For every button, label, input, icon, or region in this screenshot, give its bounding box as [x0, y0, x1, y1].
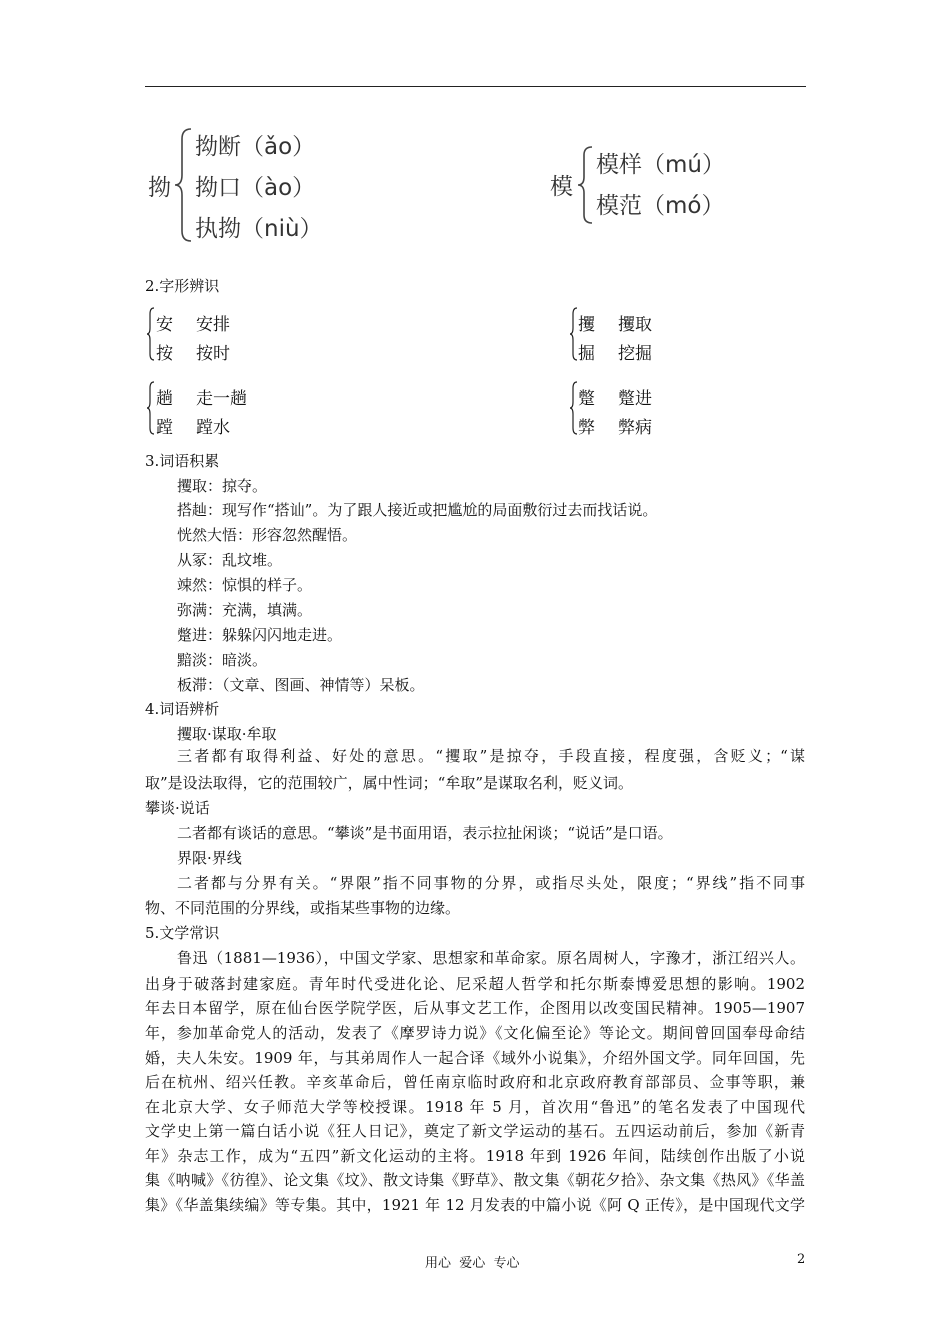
glyph-pair	[569, 380, 729, 438]
glyph-char: 按	[156, 344, 173, 364]
paragraph-line: 鲁迅（1881—1936），中国文学家、思想家和革命家。原名周树人，字豫才，浙江绍兴人。	[177, 949, 805, 967]
paragraph-line: 二者都与分界有关。“界限”指不同事物的分界，或指尽头处，限度；“界线”指不同事	[177, 874, 805, 892]
section-title: 5.文学常识	[145, 924, 220, 942]
word-group-head: 攀谈·说话	[145, 799, 210, 817]
paragraph-line: 婚，夫人朱安。1909 年，与其弟周作人一起合译《域外小说集》，介绍外国文学。同年回国，先	[145, 1049, 805, 1067]
vocab-entry: 竦然：惊惧的样子。	[177, 576, 313, 594]
pronunciation-group-ao	[148, 122, 348, 252]
word-group-head: 界限·界线	[177, 849, 242, 867]
pinyin-item: 拗口（ào）	[195, 175, 316, 201]
paragraph-line: 年去日本留学，原在仙台医学院学医，后从事文艺工作，企图用以改变国民精神。1905—1907	[145, 999, 805, 1017]
paragraph-line: 集》《华盖集续编》等专集。其中，1921 年 12 月发表的中篇小说《阿 Q 正传》，是中国现代文学	[145, 1196, 805, 1214]
paragraph-line: 后在杭州、绍兴任教。辛亥革命后，曾任南京临时政府和北京政府教育部部员、佥事等职，兼	[145, 1073, 805, 1091]
vocab-entry: 弥满：充满，填满。	[177, 601, 313, 619]
page-number: 2	[797, 1252, 806, 1267]
pinyin-item: 执拗（niù）	[195, 216, 323, 242]
glyph-word: 攫取	[618, 315, 652, 335]
glyph-pair	[146, 380, 306, 438]
paragraph-line: 年》杂志工作，成为“五四”新文化运动的主将。1918 年到 1926 年间，陆续创作出版了小说	[145, 1147, 805, 1165]
paragraph-line: 年，参加革命党人的活动，发表了《摩罗诗力说》《文化偏至论》等论文。期间曾回国奉母命结	[145, 1024, 805, 1042]
pinyin-item: 模范（mó）	[596, 193, 725, 219]
glyph-word: 弊病	[618, 418, 652, 438]
brace-icon	[577, 145, 595, 225]
paragraph-line: 集《呐喊》《彷徨》、论文集《坟》、散文诗集《野草》、散文集《朝花夕拾》、杂文集《热风》《华盖	[145, 1171, 805, 1189]
glyph-pair	[569, 306, 729, 364]
paragraph-line: 二者都有谈话的意思。“攀谈”是书面用语，表示拉扯闲谈；“说话”是口语。	[177, 824, 673, 842]
vocab-entry: 从冢：乱坟堆。	[177, 551, 283, 569]
vocab-entry: 恍然大悟：形容忽然醒悟。	[177, 526, 358, 544]
vocab-entry: 攫取：掠夺。	[177, 477, 268, 495]
glyph-word: 安排	[196, 315, 230, 335]
glyph-word: 按时	[196, 344, 230, 364]
glyph-char: 趟	[156, 389, 173, 409]
paragraph-line: 物、不同范围的分界线，或指某些事物的边缘。	[145, 899, 461, 917]
glyph-pair	[146, 306, 306, 364]
vocab-entry: 蹩进：躲躲闪闪地走进。	[177, 626, 343, 644]
section-title: 3.词语积累	[145, 452, 220, 470]
glyph-char: 蹩	[578, 389, 595, 409]
glyph-char: 蹚	[156, 418, 173, 438]
section-title: 4.词语辨析	[145, 700, 220, 718]
brace-icon	[146, 380, 156, 436]
glyph-char: 攫	[578, 315, 595, 335]
polyphone-head: 模	[550, 174, 573, 200]
glyph-word: 蹩进	[618, 389, 652, 409]
paragraph-line: 取”是设法取得，它的范围较广，属中性词；“牟取”是谋取名利，贬义词。	[145, 774, 634, 792]
footer-motto: 用心 爱心 专心	[425, 1256, 520, 1271]
vocab-entry: 黯淡：暗淡。	[177, 651, 268, 669]
pronunciation-group-mo	[550, 140, 730, 230]
header-rule	[145, 86, 806, 87]
brace-icon	[174, 127, 194, 243]
glyph-word: 走一趟	[196, 389, 247, 409]
glyph-word: 蹚水	[196, 418, 230, 438]
paragraph-line: 三者都有取得利益、好处的意思。“攫取”是掠夺，手段直接，程度强，含贬义；“谋	[177, 747, 805, 765]
polyphone-head: 拗	[148, 175, 171, 201]
glyph-char: 安	[156, 315, 173, 335]
word-group-head: 攫取·谋取·牟取	[177, 725, 277, 743]
paragraph-line: 出身于破落封建家庭。青年时代受进化论、尼采超人哲学和托尔斯泰博爱思想的影响。1902	[145, 975, 805, 993]
paragraph-line: 在北京大学、女子师范大学等校授课。1918 年 5 月，首次用“鲁迅”的笔名发表了中国现代	[145, 1098, 805, 1116]
glyph-char: 弊	[578, 418, 595, 438]
vocab-entry: 板滞：（文章、图画、神情等）呆板。	[177, 676, 425, 694]
pinyin-item: 模样（mú）	[596, 152, 725, 178]
glyph-char: 掘	[578, 344, 595, 364]
brace-icon	[146, 306, 156, 362]
paragraph-line: 文学史上第一篇白话小说《狂人日记》，奠定了新文学运动的基石。五四运动前后，参加《新青	[145, 1122, 805, 1140]
vocab-entry: 搭赸：现写作“搭讪”。为了跟人接近或把尴尬的局面敷衍过去而找话说。	[177, 501, 658, 519]
pinyin-item: 拗断（ǎo）	[195, 134, 316, 160]
section-title: 2.字形辨识	[145, 277, 220, 295]
glyph-word: 挖掘	[618, 344, 652, 364]
